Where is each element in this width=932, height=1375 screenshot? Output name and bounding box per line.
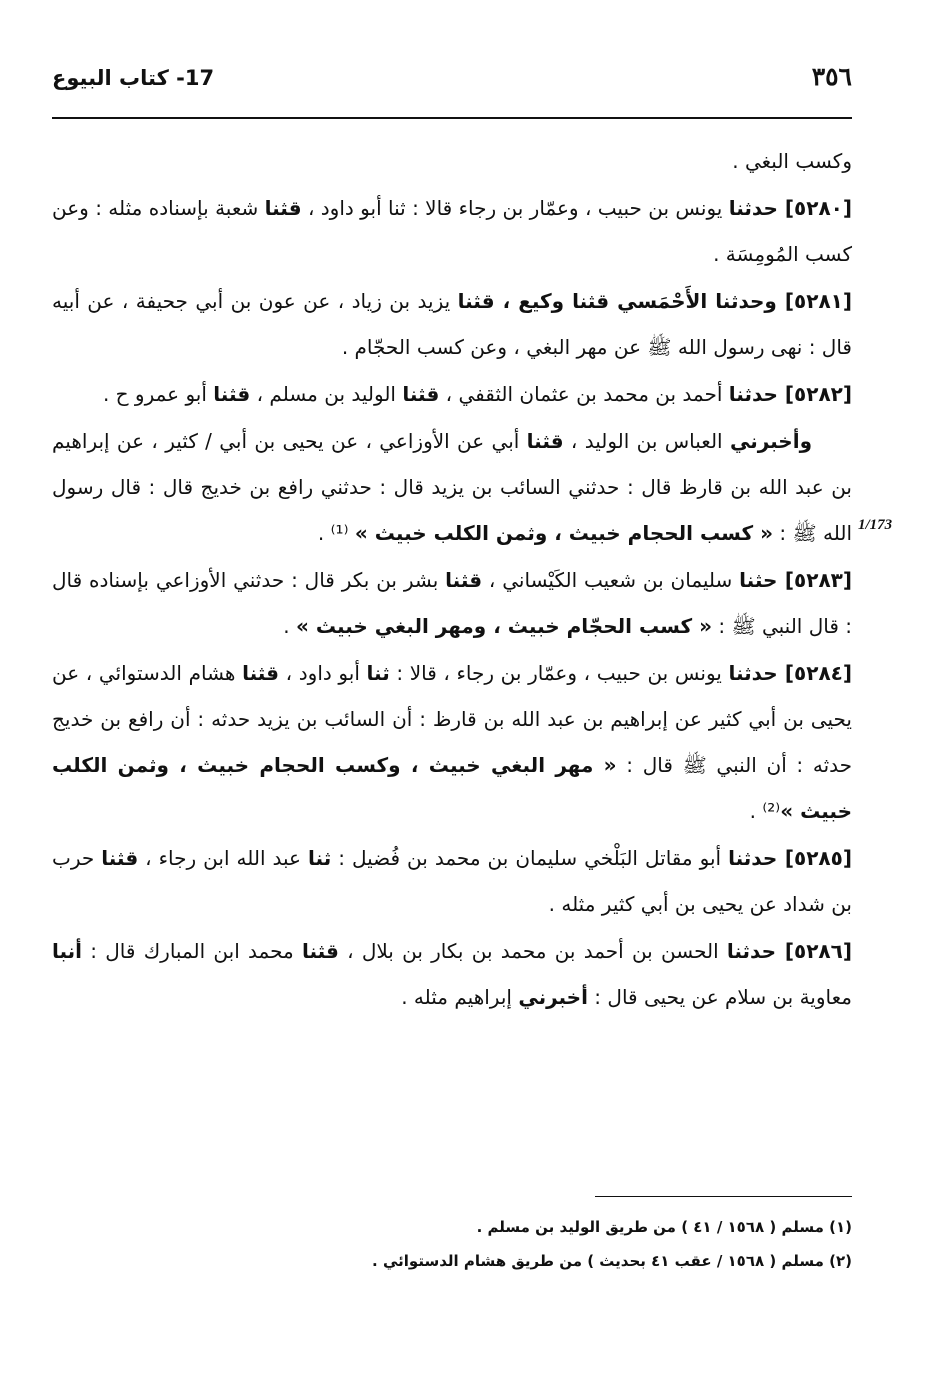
- body-text: [52, 138, 852, 1021]
- hadith-paragraph: [52, 371, 852, 417]
- text-run: هشام الدستوائي ، عن يحيى بن أبي كثير عن إبراهيم بن عبد الله بن قارظ : أن السائب بن يزيد حدثه : أن رافع بن خديج حدثه : أن النبي ﷺ قال :: [52, 661, 853, 777]
- text-run: يونس بن حبيب ، وعمّار بن رجاء ، قالا :: [389, 661, 729, 685]
- hadith-paragraph: [52, 138, 852, 184]
- text-run: أبو مقاتل البَلْخي سليمان بن محمد بن فُضيل :: [331, 846, 729, 870]
- text-run: إبراهيم مثله .: [401, 985, 519, 1009]
- text-run: معاوية بن سلام عن يحيى قال :: [587, 985, 852, 1009]
- text-run: أبي عن الأوزاعي ، عن يحيى بن أبي / كثير ، عن إبراهيم بن عبد الله بن قارظ قال : حدثني السائب بن يزيد قال : حدثني رافع بن خديج قال : قال رسول الله ﷺ :: [52, 429, 852, 545]
- text-run: يزيد بن زياد ، عن عون بن أبي جحيفة ، عن أبيه قال : نهى رسول الله ﷺ عن مهر البغي ، وعن كسب الحجّام .: [52, 289, 852, 359]
- bold-text: قثنا: [301, 939, 339, 963]
- footnote-2: (٢) مسلم ( ١٥٦٨ / عقب ٤١ بحديث ) من طريق هشام الدستوائي .: [372, 1252, 852, 1270]
- text-run: ⁽²⁾ .: [749, 799, 781, 823]
- text-run: العباس بن الوليد ،: [563, 429, 730, 453]
- bold-text: وأخبرني: [729, 429, 813, 453]
- text-run: الحسن بن أحمد بن محمد بن بكار بن بلال ،: [338, 939, 727, 963]
- page-number: ٣٥٦: [811, 62, 852, 91]
- footnotes: [52, 1210, 852, 1278]
- bold-text: [٥٢٨٠] حدثنا: [728, 196, 852, 220]
- footnote-1: (١) مسلم ( ١٥٦٨ / ٤١ ) من طريق الوليد بن مسلم .: [476, 1218, 852, 1236]
- text-run: حرب بن شداد عن يحيى بن أبي كثير مثله .: [52, 846, 852, 916]
- hadith-paragraph: [52, 928, 852, 1020]
- bold-text: قثنا: [526, 429, 564, 453]
- bold-text: أخبرني: [518, 985, 588, 1009]
- text-run: محمد ابن المبارك قال :: [82, 939, 302, 963]
- bold-text: ثنا: [308, 846, 332, 870]
- bold-text: « كسب الحجام خبيث ، وثمن الكلب خبيث »: [354, 521, 774, 545]
- text-run: وكسب البغي .: [732, 149, 852, 173]
- hadith-paragraph: [52, 185, 852, 277]
- bold-text: ثنا: [366, 661, 390, 685]
- hadith-paragraph: [52, 418, 852, 556]
- text-run: ⁽¹⁾ .: [317, 521, 355, 545]
- text-run: أبو داود ،: [279, 661, 367, 685]
- bold-text: قثنا: [402, 382, 440, 406]
- bold-text: قثنا: [242, 661, 280, 685]
- chapter-title: 17- كتاب البيوع: [52, 66, 215, 90]
- bold-text: [٥٢٨٥] حدثنا: [728, 846, 852, 870]
- text-run: سليمان بن شعيب الكَيْساني ،: [482, 568, 740, 592]
- bold-text: « مهر البغي خبيث ، وكسب الحجام خبيث ، وثمن الكلب خبيث »: [52, 753, 852, 823]
- bold-text: « كسب الحجّام خبيث ، ومهر البغي خبيث »: [296, 614, 712, 638]
- text-run: بشر بن بكر قال : حدثني الأوزاعي بإسناده قال : قال النبي ﷺ :: [52, 568, 852, 638]
- bold-text: [٥٢٨١] وحدثنا الأَحْمَسي قثنا وكيع ، قثنا: [457, 289, 853, 313]
- bold-text: قثنا: [101, 846, 139, 870]
- header-divider: [52, 117, 852, 119]
- bold-text: قثنا: [213, 382, 251, 406]
- margin-reference: 1/173: [858, 517, 893, 533]
- text-run: عبد الله ابن رجاء ،: [138, 846, 309, 870]
- text-run: أبو عمرو ح .: [102, 382, 214, 406]
- page-header: [52, 62, 852, 102]
- bold-text: أنبا: [52, 939, 83, 963]
- bold-text: [٥٢٨٣] حثنا: [739, 568, 852, 592]
- text-run: .: [283, 614, 296, 638]
- hadith-paragraph: [52, 557, 852, 649]
- hadith-paragraph: [52, 650, 852, 834]
- bold-text: قثنا: [445, 568, 483, 592]
- text-run: شعبة بإسناده مثله : وعن كسب المُومِسَة .: [52, 196, 852, 266]
- hadith-paragraph: [52, 835, 852, 927]
- hadith-paragraph: [52, 278, 852, 370]
- footnote-divider: [595, 1196, 852, 1197]
- text-run: أحمد بن محمد بن عثمان الثقفي ،: [439, 382, 729, 406]
- bold-text: [٥٢٨٦] حدثنا: [726, 939, 852, 963]
- text-run: الوليد بن مسلم ،: [250, 382, 403, 406]
- bold-text: [٥٢٨٢] حدثنا: [728, 382, 852, 406]
- bold-text: [٥٢٨٤] حدثنا: [728, 661, 852, 685]
- text-run: يونس بن حبيب ، وعمّار بن رجاء قالا : ثنا أبو داود ،: [301, 196, 729, 220]
- bold-text: قثنا: [264, 196, 302, 220]
